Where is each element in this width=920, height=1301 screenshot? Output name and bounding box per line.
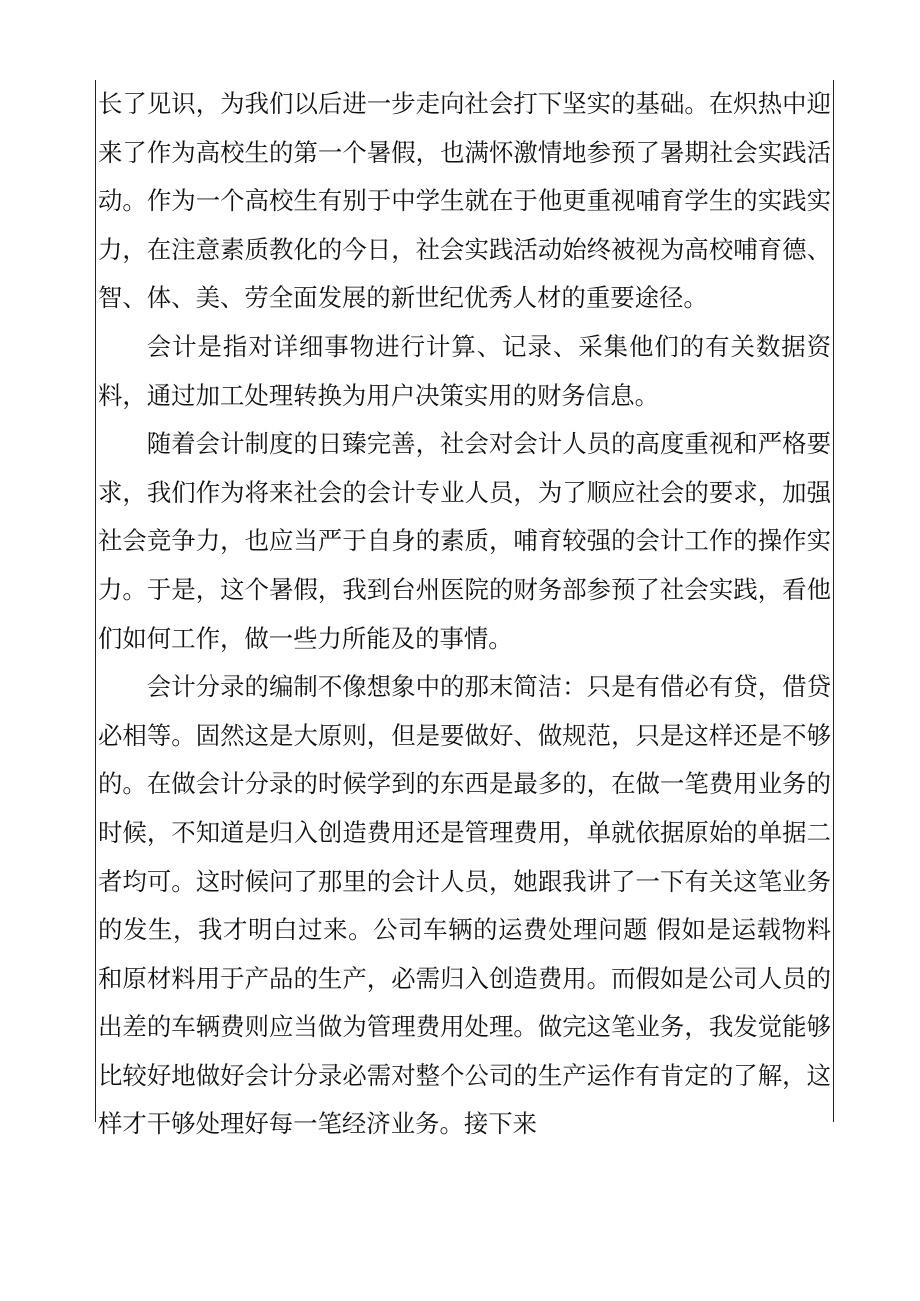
paragraph-3: 随着会计制度的日臻完善，社会对会计人员的高度重视和严格要求，我们作为将来社会的会计专业人员，为了顺应社会的要求，加强社会竞争力，也应当严于自身的素质，哺育较强的会计工作的操作实力。于是，这个暑假，我到台州医院的财务部参预了社会实践，看他们如何工作，做一些力所能及的事情。 [98,429,831,653]
document-body [98,80,831,1149]
table-right-border [833,80,834,1122]
paragraph-4: 会计分录的编制不像想象中的那末简洁：只是有借必有贷，借贷必相等。固然这是大原则，但是要做好、做规范，只是这样还是不够的。在做会计分录的时候学到的东西是最多的，在做一笔费用业务的时候，不知道是归入创造费用还是管理费用，单就依据原始的单据二者均可。这时候问了那里的会计人员，她跟我讲了一下有关这笔业务的发生，我才明白过来。公司车辆的运费处理问题 假如是运载物料和原材料用于产品的生产，必需归入创造费用。而假如是公司人员的出差的车辆费则应当做为管理费用处理。做完这笔业务，我发觉能够比较好地做好会计分录必需对整个公司的生产运作有肯定的了解，这样才干够处理好每一笔经济业务。接下来 [98,672,831,1139]
paragraph-2: 会计是指对详细事物进行计算、记录、采集他们的有关数据资料，通过加工处理转换为用户决策实用的财务信息。 [98,331,831,410]
paragraph-1: 长了见识，为我们以后进一步走向社会打下坚实的基础。在炽热中迎来了作为高校生的第一个暑假，也满怀激情地参预了暑期社会实践活动。作为一个高校生有别于中学生就在于他更重视哺育学生的实践实力，在注意素质教化的今日，社会实践活动始终被视为高校哺育德、智、体、美、劳全面发展的新世纪优秀人材的重要途径。 [98,89,831,313]
table-left-border [95,80,96,1122]
